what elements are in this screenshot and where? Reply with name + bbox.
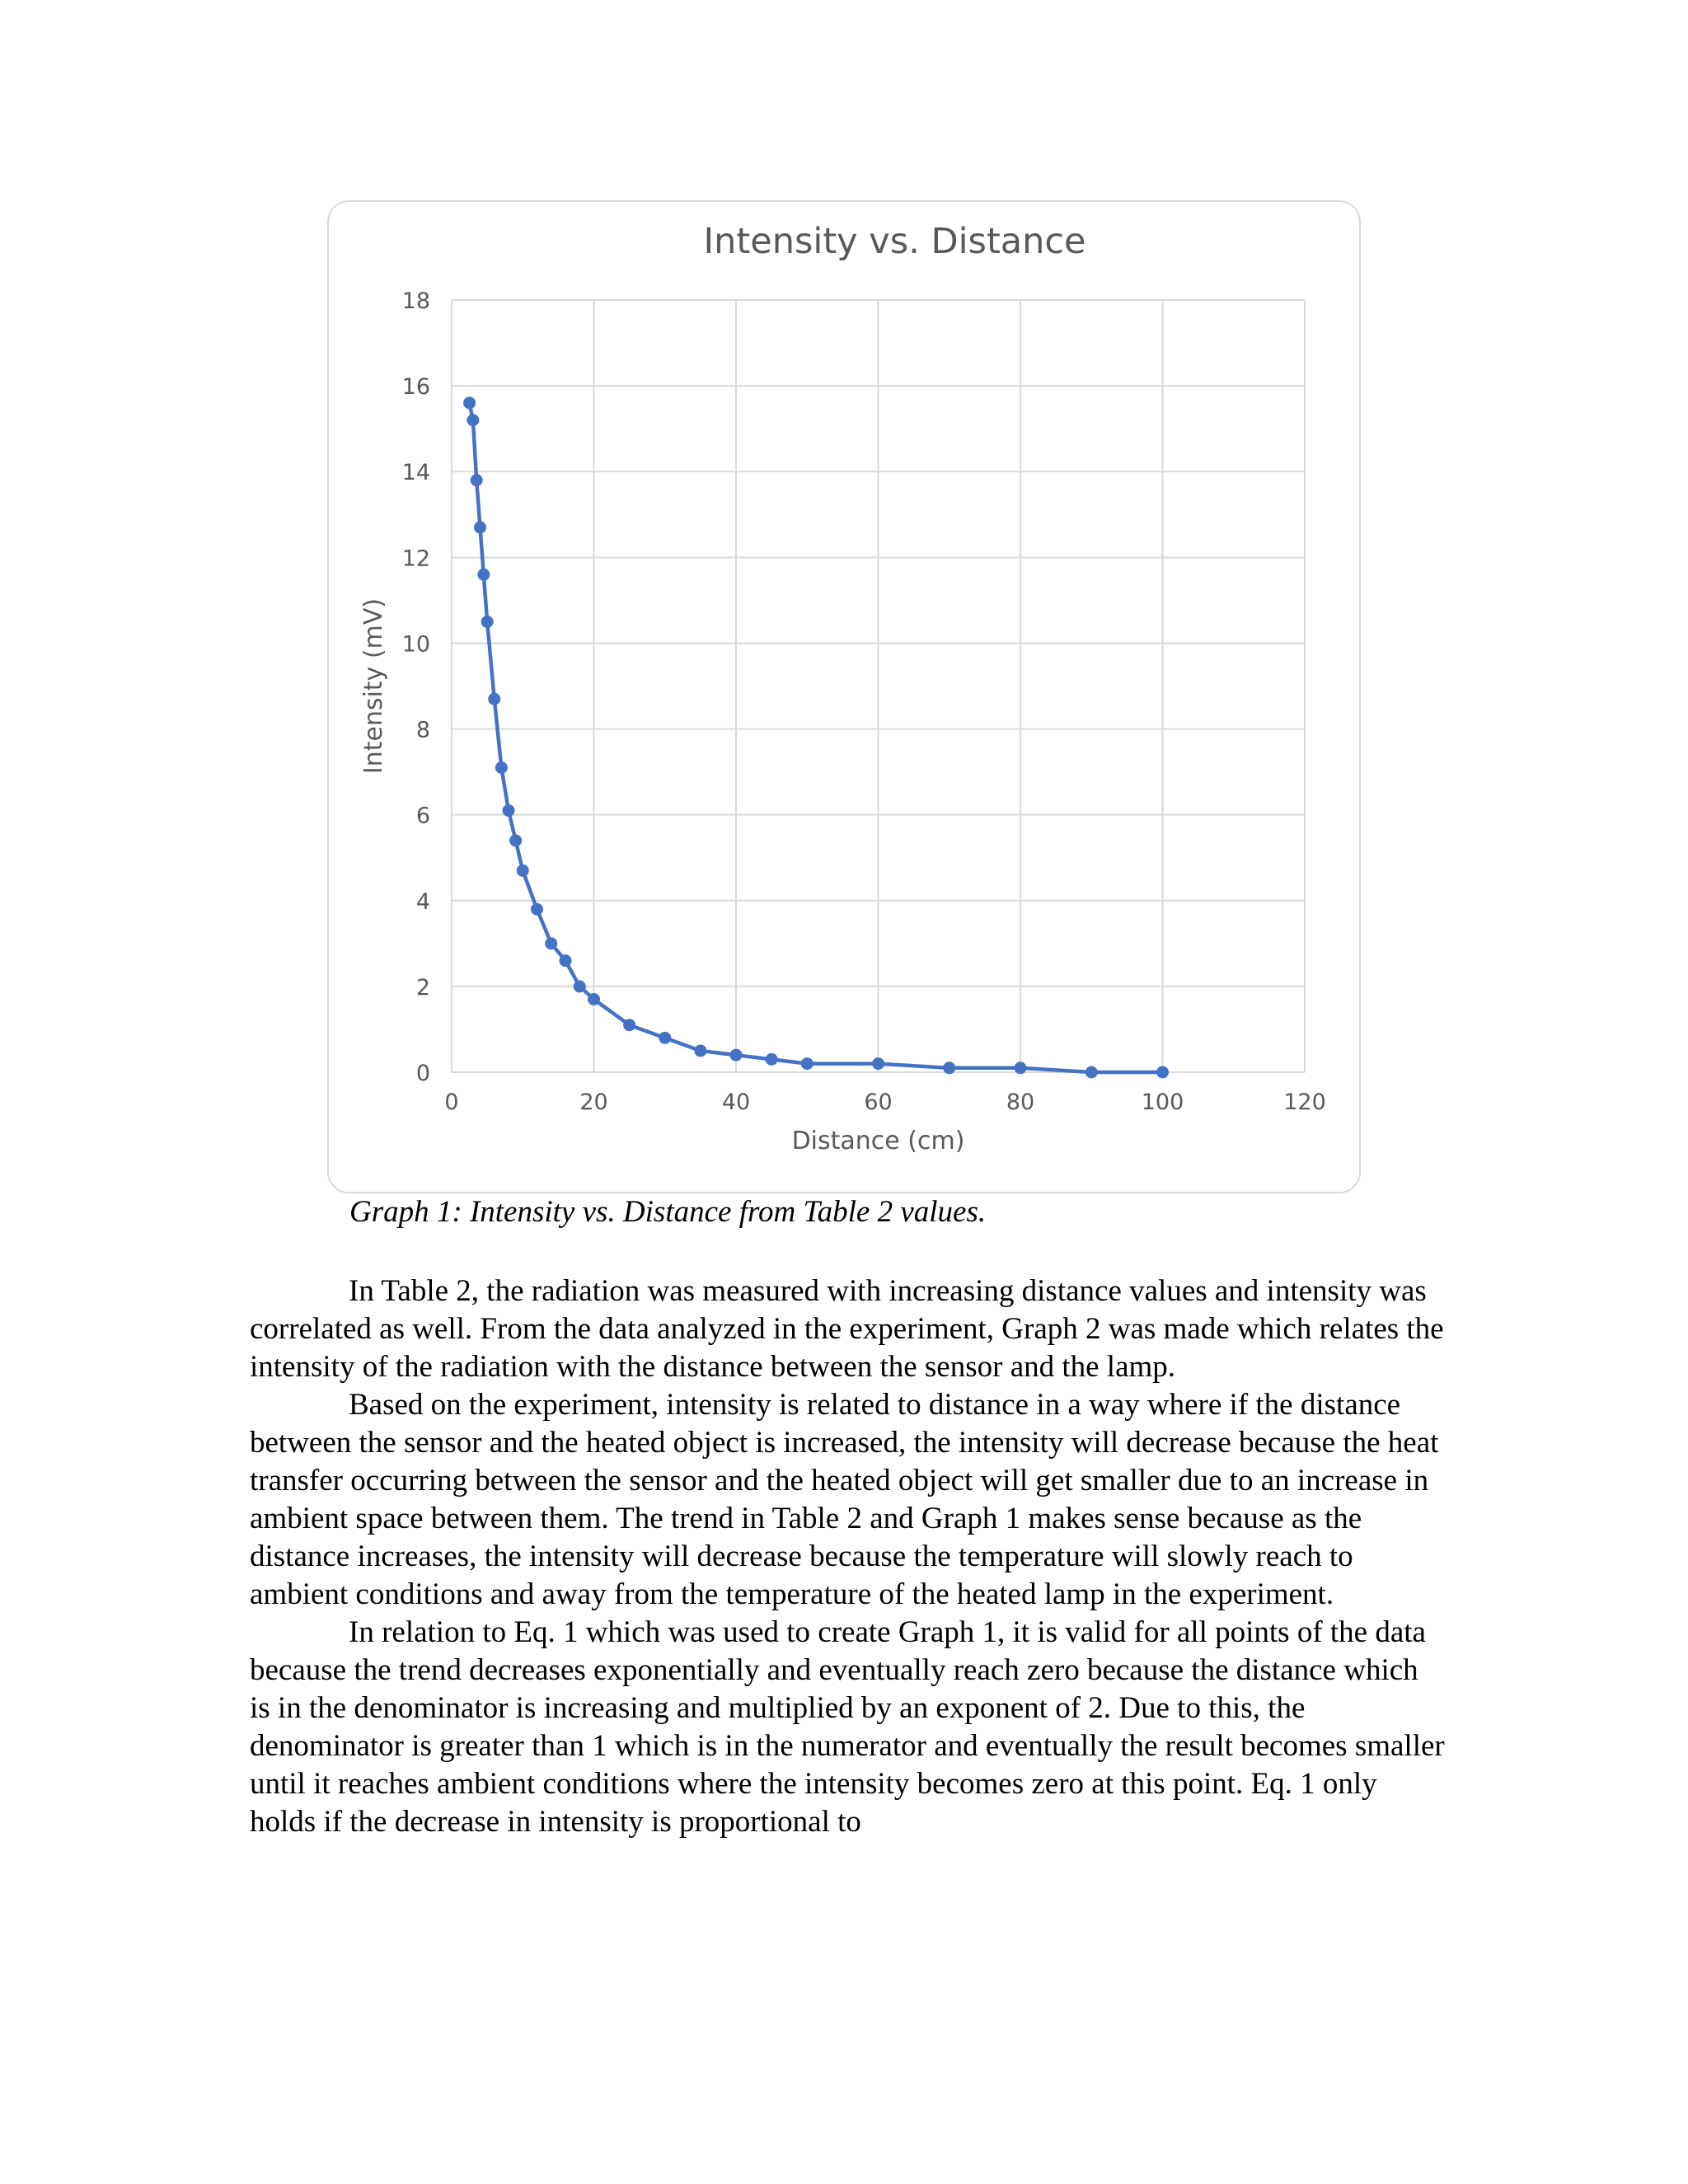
data-point <box>495 762 508 774</box>
data-point <box>463 396 476 409</box>
y-tick-label: 12 <box>401 546 430 572</box>
y-tick-label: 4 <box>415 888 430 915</box>
data-point <box>509 834 522 846</box>
data-point <box>477 569 490 581</box>
data-point <box>471 474 483 486</box>
y-tick-label: 2 <box>415 974 430 1001</box>
y-tick-label: 6 <box>415 803 430 829</box>
data-point <box>574 980 586 992</box>
data-point <box>872 1057 884 1070</box>
data-point <box>467 414 479 426</box>
x-tick-label: 120 <box>1283 1090 1326 1115</box>
series-line <box>470 403 1163 1072</box>
data-point <box>694 1044 706 1057</box>
data-point <box>801 1057 814 1070</box>
x-axis-label: Distance (cm) <box>791 1127 965 1155</box>
data-point <box>560 954 572 967</box>
y-tick-label: 18 <box>401 288 430 314</box>
data-point <box>481 616 494 628</box>
data-point <box>943 1062 955 1074</box>
paragraph-2: Based on the experiment, intensity is related to distance in a way where if the distance between the sensor and the heated object is increased, the intensity will decrease because the heat transfer occurring between the sensor and the heated object will get smaller due to an increase in ambient space between them. The trend in Table 2 and Graph 1 makes sense because as the distance increases, the intensity will decrease because the temperature will slowly reach to ambient conditions and away from the temperature of the heated lamp in the experiment. <box>250 1388 1439 1611</box>
y-axis-label: Intensity (mV) <box>359 598 388 775</box>
data-point <box>517 865 529 877</box>
data-point <box>730 1049 743 1062</box>
figure-caption: Graph 1: Intensity vs. Distance from Table 2 values. <box>349 1195 987 1229</box>
data-point <box>503 804 515 817</box>
chart-card <box>327 200 1361 1193</box>
data-point <box>1015 1062 1027 1074</box>
paragraph-3: In relation to Eq. 1 which was used to create Graph 1, it is valid for all points of the data because the trend decreases exponentially and eventually reach zero because the distance which is in the denominator is increasing and multiplied by an exponent of 2. Due to this, the denominator is greater than 1 which is in the numerator and eventually the result becomes smaller until it reaches ambient conditions where the intensity becomes zero at this point. Eq. 1 only holds if the decrease in intensity is proportional to <box>250 1615 1445 1839</box>
data-point <box>659 1032 671 1044</box>
data-point <box>545 937 557 949</box>
data-point <box>474 521 486 533</box>
y-tick-label: 8 <box>415 717 430 743</box>
x-tick-label: 100 <box>1141 1090 1184 1115</box>
data-point <box>1085 1066 1098 1079</box>
data-point <box>1156 1066 1169 1079</box>
data-point <box>531 903 543 916</box>
x-tick-label: 80 <box>1006 1090 1035 1115</box>
x-tick-label: 20 <box>579 1090 608 1115</box>
y-tick-label: 0 <box>415 1061 430 1086</box>
data-point <box>488 693 500 705</box>
x-tick-label: 60 <box>864 1090 893 1115</box>
y-tick-label: 16 <box>401 374 430 401</box>
body-text <box>250 1272 1445 1841</box>
y-tick-label: 14 <box>401 460 430 486</box>
intensity-distance-chart <box>329 202 1362 1195</box>
data-point <box>588 993 600 1005</box>
x-tick-label: 0 <box>444 1090 459 1115</box>
data-point <box>766 1053 778 1066</box>
data-point <box>623 1019 635 1031</box>
paragraph-1: In Table 2, the radiation was measured with increasing distance values and intensity was correlated as well. From the data analyzed in the experiment, Graph 2 was made which relates the intensity of the radiation with the distance between the sensor and the lamp. <box>250 1274 1444 1384</box>
chart-title: Intensity vs. Distance <box>703 221 1086 262</box>
y-tick-label: 10 <box>401 631 430 658</box>
x-tick-label: 40 <box>721 1090 751 1115</box>
